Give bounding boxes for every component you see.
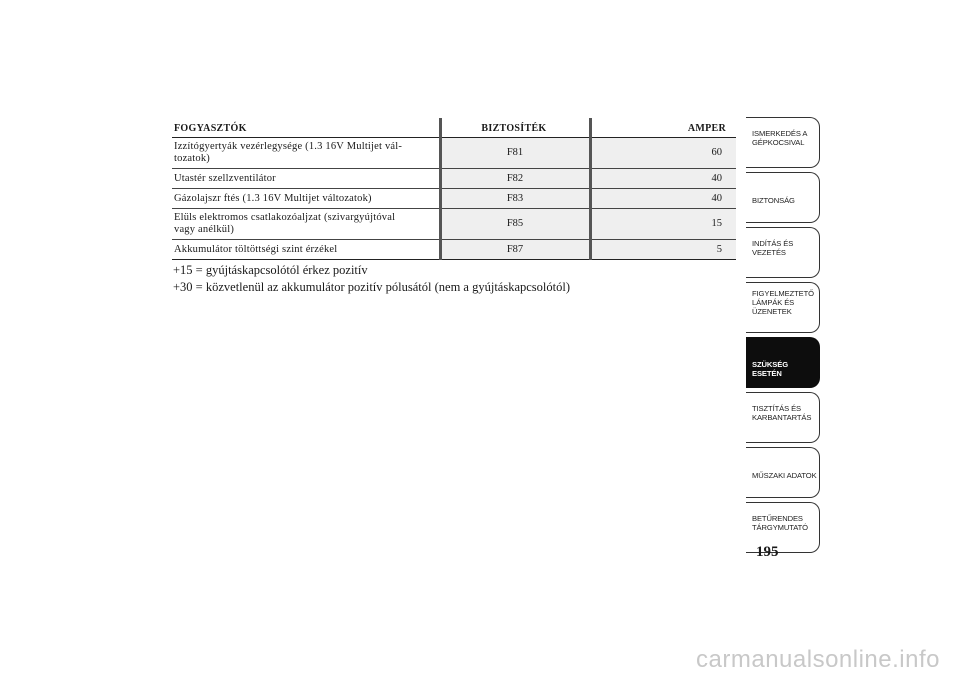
tab-getting-to-know[interactable] — [746, 117, 820, 168]
tab-label: TISZTÍTÁS ÉS KARBANTARTÁS — [752, 404, 812, 422]
table-row — [172, 138, 736, 169]
row-consumer: Utastér szellzventilátor — [172, 169, 440, 189]
row-amper: 5 — [590, 240, 736, 260]
row-fuse: F81 — [440, 138, 590, 169]
tab-label: MŰSZAKI ADATOK — [752, 471, 817, 480]
tab-technical-data[interactable] — [746, 447, 820, 498]
watermark: carmanualsonline.info — [696, 646, 940, 673]
row-fuse: F87 — [440, 240, 590, 260]
table-row — [172, 169, 736, 189]
fuse-table — [172, 118, 736, 260]
row-amper: 15 — [590, 209, 736, 240]
tab-label: BETŰRENDES TÁRGYMUTATÓ — [752, 514, 808, 532]
row-consumer: Gázolajszr ftés (1.3 16V Multijet változatok) — [172, 189, 440, 209]
row-amper: 60 — [590, 138, 736, 169]
row-fuse: F83 — [440, 189, 590, 209]
table-row — [172, 189, 736, 209]
row-consumer: Akkumulátor töltöttségi szint érzékel — [172, 240, 440, 260]
tab-label: FIGYELMEZTETŐ LÁMPÁK ÉS ÜZENETEK — [752, 289, 814, 316]
row-consumer: Izzítógyertyák vezérlegysége (1.3 16V Multijet vál- tozatok) — [172, 138, 440, 169]
tab-label: SZÜKSÉG ESETÉN — [752, 360, 789, 378]
tab-label: INDÍTÁS ÉS VEZETÉS — [752, 239, 794, 257]
note-plus30: +30 = közvetlenül az akkumulátor pozitív pólusától (nem a gyújtáskapcsolótól) — [173, 280, 570, 294]
header-consumers: FOGYASZTÓK — [174, 123, 247, 134]
header-fuse: BIZTOSÍTÉK — [440, 118, 590, 138]
chapter-tabs — [746, 117, 820, 557]
tab-starting-driving[interactable] — [746, 227, 820, 278]
tab-emergency[interactable] — [746, 337, 820, 388]
row-consumer: Elüls elektromos csatlakozóaljzat (szivargyújtóval vagy anélkül) — [172, 209, 440, 240]
row-fuse: F85 — [440, 209, 590, 240]
row-fuse: F82 — [440, 169, 590, 189]
footnotes — [173, 262, 733, 296]
row-amper: 40 — [590, 189, 736, 209]
note-plus15: +15 = gyújtáskapcsolótól érkez pozitív — [173, 263, 368, 277]
table-header-row — [172, 118, 736, 138]
tab-label: BIZTONSÁG — [752, 196, 795, 205]
row-amper: 40 — [590, 169, 736, 189]
tab-safety[interactable] — [746, 172, 820, 223]
tab-maintenance[interactable] — [746, 392, 820, 443]
tab-warning-lights[interactable] — [746, 282, 820, 333]
tab-label: ISMERKEDÉS A GÉPKOCSIVAL — [752, 129, 808, 147]
table-row — [172, 240, 736, 260]
header-amper: AMPER — [590, 118, 736, 138]
page-number: 195 — [756, 544, 779, 560]
table-row — [172, 209, 736, 240]
